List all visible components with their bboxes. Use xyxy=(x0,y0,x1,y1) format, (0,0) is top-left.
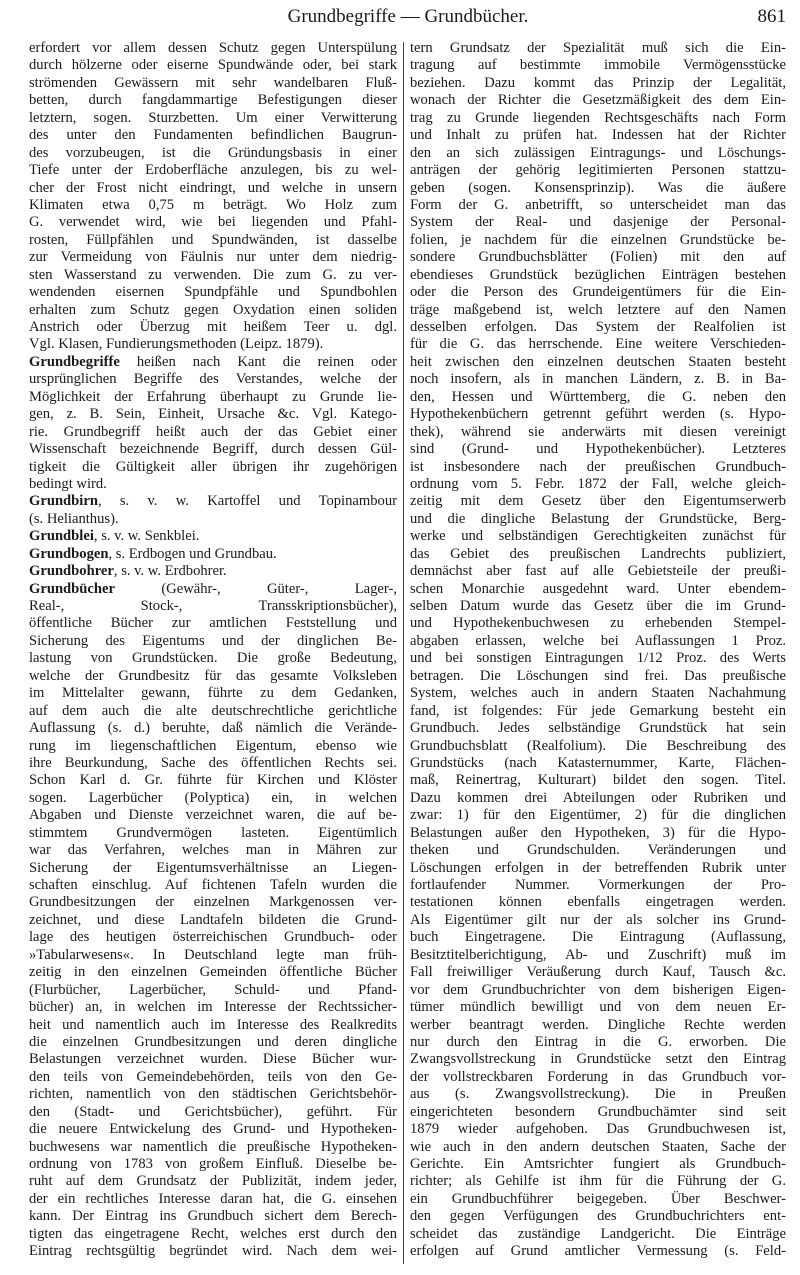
text-line: des vorzubeugen, ist die Gründungsbasis in einer xyxy=(29,144,397,161)
text-line: wonach der Richter die Gesetzmäßigkeit des dem Ein- xyxy=(410,92,786,109)
text-line: tigten das eingetragene Recht, welches erst durch den xyxy=(29,1225,397,1242)
text-line: abgaben erlassen, welche bei Auflassungen 1 Proz. xyxy=(410,632,786,649)
text-line: fand, ist folgendes: Für jede Gemarkung besteht ein xyxy=(410,702,786,719)
text-line: Grundbuchsblatt (Realfolium). Die Beschreibung des xyxy=(410,737,786,754)
text-line: Belastungen außer den Hypotheken, 3) für die Hypo- xyxy=(410,824,786,841)
text-line: ist insbesondere nach der preußischen Grundbuch- xyxy=(410,458,786,475)
text-line: selben Datum wurde das Gesetz über die im Grund- xyxy=(410,598,786,614)
text-line: kann. Der Eintrag ins Grundbuch sichert dem Berech- xyxy=(29,1208,397,1225)
text-line: und Inhalt zu prüfen hat. Indessen hat der Richter xyxy=(410,127,786,144)
text-line: Gerichte. Ein Amtsrichter fungiert als Grundbuch- xyxy=(410,1156,786,1172)
text-line: strömenden Gewässern mit sehr wandelbaren Fluß- xyxy=(29,74,397,91)
text-line: oder die Person des Grundeigentümers für die Ein- xyxy=(410,284,786,301)
text-line: System der Real- und dasjenige der Personal- xyxy=(410,214,786,231)
text-line: rung im liegenschaftlichen Eigentum, ebenso wie xyxy=(29,737,397,754)
text-line: ruht auf dem Grundsatz der Publizität, indem jeder, xyxy=(29,1173,397,1190)
line-text: , s. v. w. Kartoffel und Topinambour xyxy=(97,493,397,510)
entry-headword: Grundbegriffe xyxy=(29,353,120,370)
text-line: die einzelnen Grundbesitzungen und deren dingliche xyxy=(29,1033,397,1050)
text-line: Abgaben und Dienste verzeichnet waren, die auf be- xyxy=(29,807,397,824)
text-line: Real-, Stock-, Transskriptionsbücher), xyxy=(29,598,397,614)
text-line: geben (sogen. Konsensprinzip). Was die äußere xyxy=(410,179,786,196)
text-line: ordnung von 1783 von großem Einfluß. Dieselbe be- xyxy=(29,1156,397,1172)
text-line: System, welches auch in andern Staaten Nachahmung xyxy=(410,685,786,702)
text-line: rosten, Füllpfählen und Spundwänden, ist dasselbe xyxy=(29,231,397,248)
text-line: war das Verfahren, welches man in Mähren zur xyxy=(29,842,397,859)
text-line: beziehen. Dazu kommt das Prinzip der Legalität, xyxy=(410,74,786,91)
text-line: Form der G. anbetrifft, so unterscheidet man das xyxy=(410,196,786,213)
line-text: , s. v. w. Senkblei. xyxy=(93,528,200,545)
text-line: ursprünglichen Begriffe des Verstandes, welche der xyxy=(29,371,397,388)
text-line: eingerichteten besondern Grundbuchämter sind seit xyxy=(410,1103,786,1120)
entry-headword: Grundbücher xyxy=(29,580,115,597)
text-column-left xyxy=(29,40,397,1261)
text-line xyxy=(29,476,397,493)
text-line: im Mittelalter gewann, führte zu dem Gedanken, xyxy=(29,685,397,702)
entry-headword: Grundbirn xyxy=(29,493,98,510)
text-line xyxy=(29,336,397,353)
text-line xyxy=(29,493,397,510)
text-line: zwar: 1) für den Eigentümer, 2) für die dinglichen xyxy=(410,807,786,824)
text-line: werber beantragt werden. Dingliche Rechte werden xyxy=(410,1016,786,1033)
text-line: lage des heutigen österreichischen Grundbuch- oder xyxy=(29,929,397,946)
text-line: fortlaufender Nummer. Vormerkungen der Pro- xyxy=(410,877,786,893)
text-line: Zwangsvollstreckung in Grundstücke setzt den Eintrag xyxy=(410,1051,786,1068)
text-line: das Gebiet des preußischen Landrechts publiziert, xyxy=(410,545,786,562)
text-line: Hypothekenbüchern getrennt geführt werden (s. Hypo- xyxy=(410,406,786,423)
text-line: Grundstücks (nach Katasternummer, Karte, Flächen- xyxy=(410,754,786,771)
text-line: auf dem auch die alte deutschrechtliche gerichtliche xyxy=(29,702,397,719)
text-line: Möglichkeit der Erfahrung überhaupt zu Grunde lie- xyxy=(29,388,397,405)
text-line: für die G. das herrschende. Eine weitere Verschieden- xyxy=(410,336,786,353)
text-line: sten Wasserstand zu verwenden. Die zum G. zu ver- xyxy=(29,266,397,283)
text-line: sondere Grundbuchsblätter (Folien) mit den auf xyxy=(410,249,786,266)
text-line: 1879 wieder aufgehoben. Das Grundbuchwesen ist, xyxy=(410,1121,786,1138)
text-line: der vollstreckbaren Forderung in das Grundbuch vor- xyxy=(410,1068,786,1085)
text-line: sind (Grund- und Hypothekenbücher). Letzteres xyxy=(410,441,786,458)
entry-headword: Grundbogen xyxy=(29,545,109,562)
text-column-right xyxy=(410,40,786,1261)
text-line: wie auch in den andern deutschen Staaten, Sache der xyxy=(410,1138,786,1155)
text-line: heit zwischen den einzelnen deutschen Staaten besteht xyxy=(410,353,786,370)
text-line: desselben erfolgen. Das System der Realfolien ist xyxy=(410,319,786,335)
page-header xyxy=(30,4,786,34)
text-line: durch hölzerne oder eiserne Spundwände oder, bei stark xyxy=(29,57,397,74)
text-line: Belastungen verzeichnet wurden. Diese Bücher wur- xyxy=(29,1051,397,1068)
text-line: theken und Grundschulden. Veränderungen und xyxy=(410,842,786,859)
text-line: Eintrag rechtsgültig begründet wird. Nach dem wei- xyxy=(29,1243,397,1260)
line-text: Vgl. Klasen, Fundierungsmethoden (Leipz. 1879). xyxy=(29,336,324,353)
text-line: und die dingliche Belastung der Grundstücke, Berg- xyxy=(410,510,786,527)
text-line: Schon Karl d. Gr. führte für Kirchen und Klöster xyxy=(29,772,397,789)
text-line: erhalten zum Schutz gegen Oxydation einen soliden xyxy=(29,301,397,318)
running-title: Grundbegriffe — Grundbücher. xyxy=(287,6,529,27)
text-line: betragen. Die Löschungen sind frei. Das preußische xyxy=(410,667,786,684)
text-line: anträgen der gehörig legitimierten Personen stattzu- xyxy=(410,162,786,179)
text-line: Anstrich oder Überzug mit heißem Teer u. dgl. xyxy=(29,319,397,335)
text-line: tern Grundsatz der Spezialität muß sich die Ein- xyxy=(410,40,786,56)
column-divider xyxy=(403,42,404,1264)
text-line: Auflassung (s. d.) beruhte, daß nämlich die Verände- xyxy=(29,720,397,737)
text-line: G. verwendet wird, wie bei liegenden und Pfahl- xyxy=(29,214,397,231)
text-line: folien, je nachdem für die einzelnen Grundstücke be- xyxy=(410,231,786,248)
text-line: aus (s. Zwangsvollstreckung). Die in Preußen xyxy=(410,1086,786,1103)
text-line: die neuere Entwickelung des Grund- und Hypotheken- xyxy=(29,1121,397,1138)
line-text: (Gewähr-, Güter-, Lager-, xyxy=(114,580,397,597)
text-line: der ein rechtliches Interesse daran hat, die G. einsehen xyxy=(29,1190,397,1207)
text-line: noch insofern, als in manchen Ländern, z. B. in Ba- xyxy=(410,371,786,388)
text-line: Grundbuch. Jedes selbständige Grundstück hat sein xyxy=(410,720,786,737)
text-line: Sicherung der Eigentumsverhältnisse an Liegen- xyxy=(29,859,397,876)
text-line: des unter den Fundamenten befindlichen Baugrun- xyxy=(29,127,397,144)
text-line xyxy=(29,528,397,545)
entry-headword: Grundbohrer xyxy=(29,563,114,580)
text-line: Wissenschaft bezeichnende Begriff, durch dessen Gül- xyxy=(29,441,397,458)
text-line: werke und selbständigen Gerechtigkeiten zunächst für xyxy=(410,528,786,545)
text-line: betten, durch fangdammartige Befestigungen dieser xyxy=(29,92,397,109)
text-line: richten, namentlich von den städtischen Gerichtsbehör- xyxy=(29,1086,397,1103)
text-line: buchwesens war namentlich die preußische Hypotheken- xyxy=(29,1138,397,1155)
text-line: Besitztitelberichtigung, Ab- und Zuschrift) muß im xyxy=(410,946,786,963)
line-text: , s. Erdbogen und Grundbau. xyxy=(108,545,277,562)
text-line: den an sich zulässigen Eintragungs- und Löschungs- xyxy=(410,144,786,161)
page-number: 861 xyxy=(757,6,786,27)
text-line: und bei sonstigen Eintragungen 1/12 Proz. des Werts xyxy=(410,650,786,667)
text-line: ihre Beurkundung, Sache des öffentlichen Rechts sei. xyxy=(29,754,397,771)
text-line: träge maßgebend ist, welch letztere auf den Namen xyxy=(410,301,786,318)
text-line: Dazu kommen drei Abteilungen oder Rubriken und xyxy=(410,789,786,806)
line-text: (s. Helianthus). xyxy=(29,510,119,527)
text-line: den teils von Gemeindebehörden, teils von den Ge- xyxy=(29,1068,397,1085)
text-line xyxy=(29,581,397,598)
text-line: den, Hessen und Württemberg, die G. neben den xyxy=(410,388,786,405)
text-line: erfolgen auf Grund amtlicher Vermessung (s. Feld- xyxy=(410,1243,786,1260)
text-line: (Flurbücher, Lagerbücher, Schuld- und Pfand- xyxy=(29,981,397,998)
text-line: thek), während sie anderwärts mit diesen vereinigt xyxy=(410,423,786,440)
text-line: buch Eingetragene. Die Eintragung (Auflassung, xyxy=(410,929,786,946)
text-line: zeichnet, und diese Landtafeln bildeten die Grund- xyxy=(29,911,397,928)
text-line: sogen. Lagerbücher (Polyptica) ein, in welchen xyxy=(29,789,397,806)
text-line: tümer mündlich bewilligt und von dem neuen Er- xyxy=(410,999,786,1016)
text-line: welche der Grundbesitz für das gesamte Volksleben xyxy=(29,667,397,684)
line-text: bedingt wird. xyxy=(29,475,107,492)
text-line: maß, Reinertrag, Kulturart) bildet den sogen. Titel. xyxy=(410,772,786,789)
text-line: zur Vermeidung von Fäulnis nur unter dem niedrig- xyxy=(29,249,397,266)
text-line: tragung auf bestimmte immobile Vermögensstücke xyxy=(410,57,786,74)
line-text: , s. v. w. Erdbohrer. xyxy=(113,563,227,580)
text-line: »Tabularwesens«. In Deutschland legte man früh- xyxy=(29,946,397,963)
line-text: heißen nach Kant die reinen oder xyxy=(119,353,397,370)
text-line: Fall freiwilliger Veräußerung durch Kauf, Tausch &c. xyxy=(410,964,786,981)
text-line: ordnung vom 5. Febr. 1872 der Fall, welche gleich- xyxy=(410,475,786,492)
text-line: wendenden eisernen Spundpfähle und Spundbohlen xyxy=(29,284,397,301)
text-line: vor dem Grundbuchrichter von dem bisherigen Eigen- xyxy=(410,981,786,998)
text-line: ein Grundbuchführer beigegeben. Über Beschwer- xyxy=(410,1190,786,1207)
text-line: öffentliche Bücher zur amtlichen Feststellung und xyxy=(29,615,397,632)
text-line: gen, z. B. Sein, Einheit, Ursache &c. Vgl. Katego- xyxy=(29,406,397,423)
text-line: schaften einschlug. Auf fichtenen Tafeln wurden die xyxy=(29,877,397,893)
text-line: nur durch den Eintrag in die G. erworben. Die xyxy=(410,1033,786,1050)
text-line xyxy=(29,511,397,528)
text-line: zeitig in den einzelnen Gemeinden öffentliche Bücher xyxy=(29,964,397,981)
text-line: stimmtem Grundvermögen lasteten. Eigentümlich xyxy=(29,824,397,841)
text-line: rie. Grundbegriff heißt auch der das Gebiet einer xyxy=(29,423,397,440)
text-line: zeitig mit dem Gesetz über den Eigentumserwerb xyxy=(410,493,786,510)
text-line xyxy=(29,354,397,371)
text-line: den gegen Verfügungen des Grundbuchrichters ent- xyxy=(410,1208,786,1225)
text-line: Löschungen erfolgen in der betreffenden Rubrik unter xyxy=(410,859,786,876)
text-line: heit und namentlich auch im Interesse des Realkredits xyxy=(29,1016,397,1033)
text-line: den (Stadt- und Gerichtsbücher), geführt. Für xyxy=(29,1103,397,1120)
text-line xyxy=(29,546,397,563)
text-line: Als Eigentümer gilt nur der als solcher ins Grund- xyxy=(410,911,786,928)
text-line: und Hypothekenbuchwesen zu erhebenden Stempel- xyxy=(410,615,786,632)
text-line: scheidet das zuständige Landgericht. Die Einträge xyxy=(410,1225,786,1242)
text-line: demnächst aber fast auf alle Gebietsteile der preußi- xyxy=(410,563,786,580)
text-line: Tiefe unter der Erdoberfläche anzulegen, bis zu wel- xyxy=(29,162,397,179)
text-line: testationen können ebenfalls eingetragen werden. xyxy=(410,894,786,911)
text-line: lastung von Grundstücken. Die große Bedeutung, xyxy=(29,650,397,667)
text-line: Grundbesitzungen der einzelnen Markgenossen ver- xyxy=(29,894,397,911)
text-line: richter; als Gehilfe ist ihm für die Führung der G. xyxy=(410,1173,786,1190)
text-line: ebendieses Grundstück bezüglichen Einträgen bestehen xyxy=(410,266,786,283)
text-line: schen Monarchie ausgedehnt ward. Unter ebendem- xyxy=(410,580,786,597)
entry-headword: Grundblei xyxy=(29,528,94,545)
text-line: tigkeit die Gültigkeit aller übrigen ihr zugehörigen xyxy=(29,458,397,475)
text-line: erfordert vor allem dessen Schutz gegen Unterspülung xyxy=(29,40,397,56)
text-line xyxy=(29,563,397,580)
text-line: trag zu Grunde liegenden Rechtsgeschäfts nach Form xyxy=(410,109,786,126)
text-line: Sicherung des Eigentums und der dinglichen Be- xyxy=(29,632,397,649)
text-line: bücher) an, in welchen im Interesse der Rechtssicher- xyxy=(29,999,397,1016)
text-line: letztern, sogen. Sturzbetten. Um einer Verwitterung xyxy=(29,109,397,126)
text-line: cher der Frost nicht eindringt, und welche in unsern xyxy=(29,179,397,196)
text-line: Klimaten etwa 0,75 m beträgt. Wo Holz zum xyxy=(29,196,397,213)
